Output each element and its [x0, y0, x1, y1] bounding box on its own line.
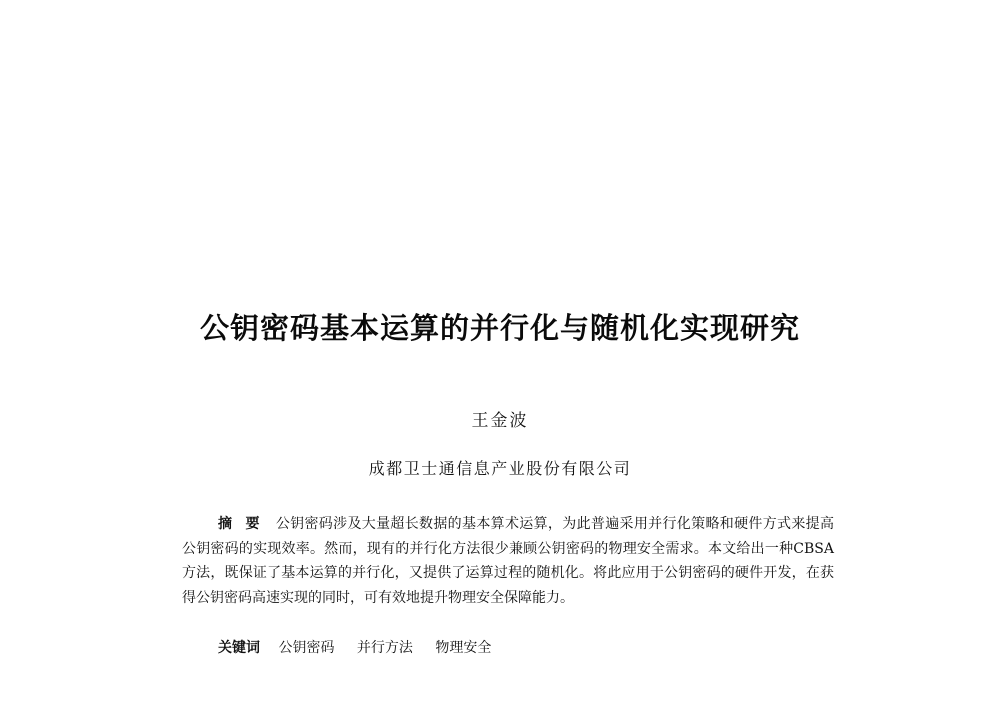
- abstract-paragraph: [182, 512, 834, 610]
- abstract-label: 摘 要: [218, 516, 264, 532]
- keywords-label: 关键词: [218, 640, 260, 656]
- keyword-item: 物理安全: [435, 640, 492, 656]
- author-affiliation: 成都卫士通信息产业股份有限公司: [368, 459, 632, 478]
- author-name: 王金波: [471, 411, 529, 431]
- abstract-text: 公钥密码涉及大量超长数据的基本算术运算，为此普遍采用并行化策略和硬件方式来提高公钥密码的实现效率。然而，现有的并行化方法很少兼顾公钥密码的物理安全需求。本文给出一种CBSA方法，既保证了基本运算的并行化，又提供了运算过程的随机化。将此应用于公钥密码的硬件开发，在获得公钥密码高速实现的同时，可有效地提升物理安全保障能力。: [182, 516, 835, 606]
- keyword-item: 公钥密码: [278, 640, 335, 656]
- paper-title: 公钥密码基本运算的并行化与随机化实现研究: [199, 311, 800, 345]
- keywords-line: [218, 637, 509, 657]
- keyword-item: 并行方法: [356, 640, 413, 656]
